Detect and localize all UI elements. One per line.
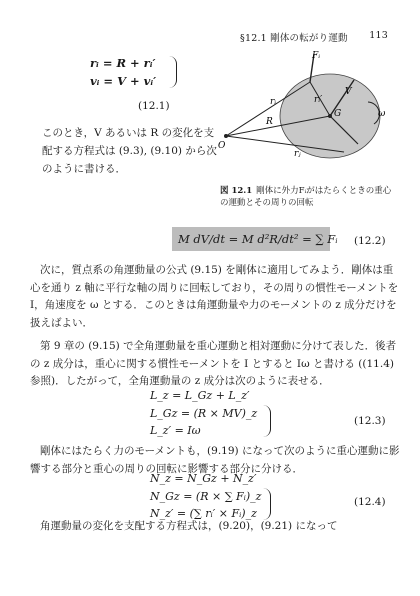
eq-12-3-number: (12.3) — [354, 415, 386, 427]
label-R: R — [266, 117, 273, 127]
eq-12-4-number: (12.4) — [354, 496, 386, 508]
center-dot — [328, 114, 332, 118]
eq-12-1-brace — [168, 56, 177, 88]
label-Fi: Fᵢ — [312, 51, 321, 61]
eq-12-3-line2: L_Gz = (R × MV)_z — [150, 406, 258, 420]
eq-12-3-line1: L_z = L_Gz + L_z′ — [150, 389, 250, 402]
label-rj: rⱼ — [294, 149, 301, 159]
equation-12-3 — [150, 387, 257, 440]
eq-12-1-line2: vᵢ = V + vᵢ′ — [90, 74, 157, 88]
label-ri: rᵢ — [270, 97, 277, 107]
paragraph-4: 剛体にはたらく力のモーメントも，(9.19) になって次のように重心運動に影響する部分と重心の周りの回転に影響する部分に分ける． — [30, 445, 400, 475]
equation-12-2: M dV/dt = M d²R/dt² = ∑ Fᵢ — [178, 232, 338, 246]
eq-12-4-line2: N_Gz = (R × ∑ Fᵢ)_z — [150, 489, 262, 503]
eq-12-4-line3: N_z′ = (∑ rᵢ′ × Fᵢ)_z — [150, 507, 257, 520]
paragraph-3: 第 9 章の (9.15) で全角運動量を重心運動と相対運動に分けて表した．後者の z 成分は，重心に関する慣性モーメントを I とすると Iω と書ける ((11.4) 参照)．したがって，全角運動量の z 成分は次のように表せる． — [30, 340, 397, 387]
equation-12-4 — [150, 470, 261, 523]
page-header — [240, 30, 400, 44]
eq-12-3-brace — [262, 405, 271, 437]
eq-12-4-brace — [262, 488, 271, 520]
label-G: G — [334, 109, 342, 119]
caption-label: 図 12.1 — [220, 186, 253, 196]
eq-12-1-line1: rᵢ = R + rᵢ′ — [90, 56, 156, 70]
eq-12-1-number: (12.1) — [138, 100, 170, 112]
figure-caption — [220, 185, 398, 209]
eq-12-3-line3: L_z′ = Iω — [150, 424, 201, 437]
eq-12-2-number: (12.2) — [354, 235, 386, 247]
label-ri-prime: rᵢ′ — [314, 95, 323, 105]
paragraph-5: 角運動量の変化を支配する方程式は，(9.20)，(9.21) になって — [40, 520, 338, 532]
label-V: V — [345, 87, 352, 97]
figure-12-1 — [218, 44, 400, 184]
eq-12-4-line1: N_z = N_Gz + N_z′ — [150, 472, 257, 485]
origin-dot — [224, 134, 228, 138]
label-omega: ω — [378, 109, 386, 119]
section-title: §12.1 剛体の転がり運動 — [240, 33, 348, 44]
page-number: 113 — [369, 30, 388, 41]
equation-12-1 — [90, 54, 156, 90]
paragraph-1: このとき，V あるいは R の変化を支配する方程式は (9.3), (9.10) から次のように書ける． — [42, 127, 217, 175]
label-O: O — [218, 141, 226, 151]
paragraph-2: 次に，質点系の角運動量の公式 (9.15) を剛体に適用してみよう．剛体は重心を通り z 軸に平行な軸の周りに回転しており，その周りの慣性モーメントを I，角速度を ω とする．このときは角運動量や力のモーメントの z 成分だけを扱えばよい． — [30, 264, 399, 329]
caption-text: 剛体に外力Fᵢがはたらくときの重心の運動とその周りの回転 — [220, 186, 392, 208]
